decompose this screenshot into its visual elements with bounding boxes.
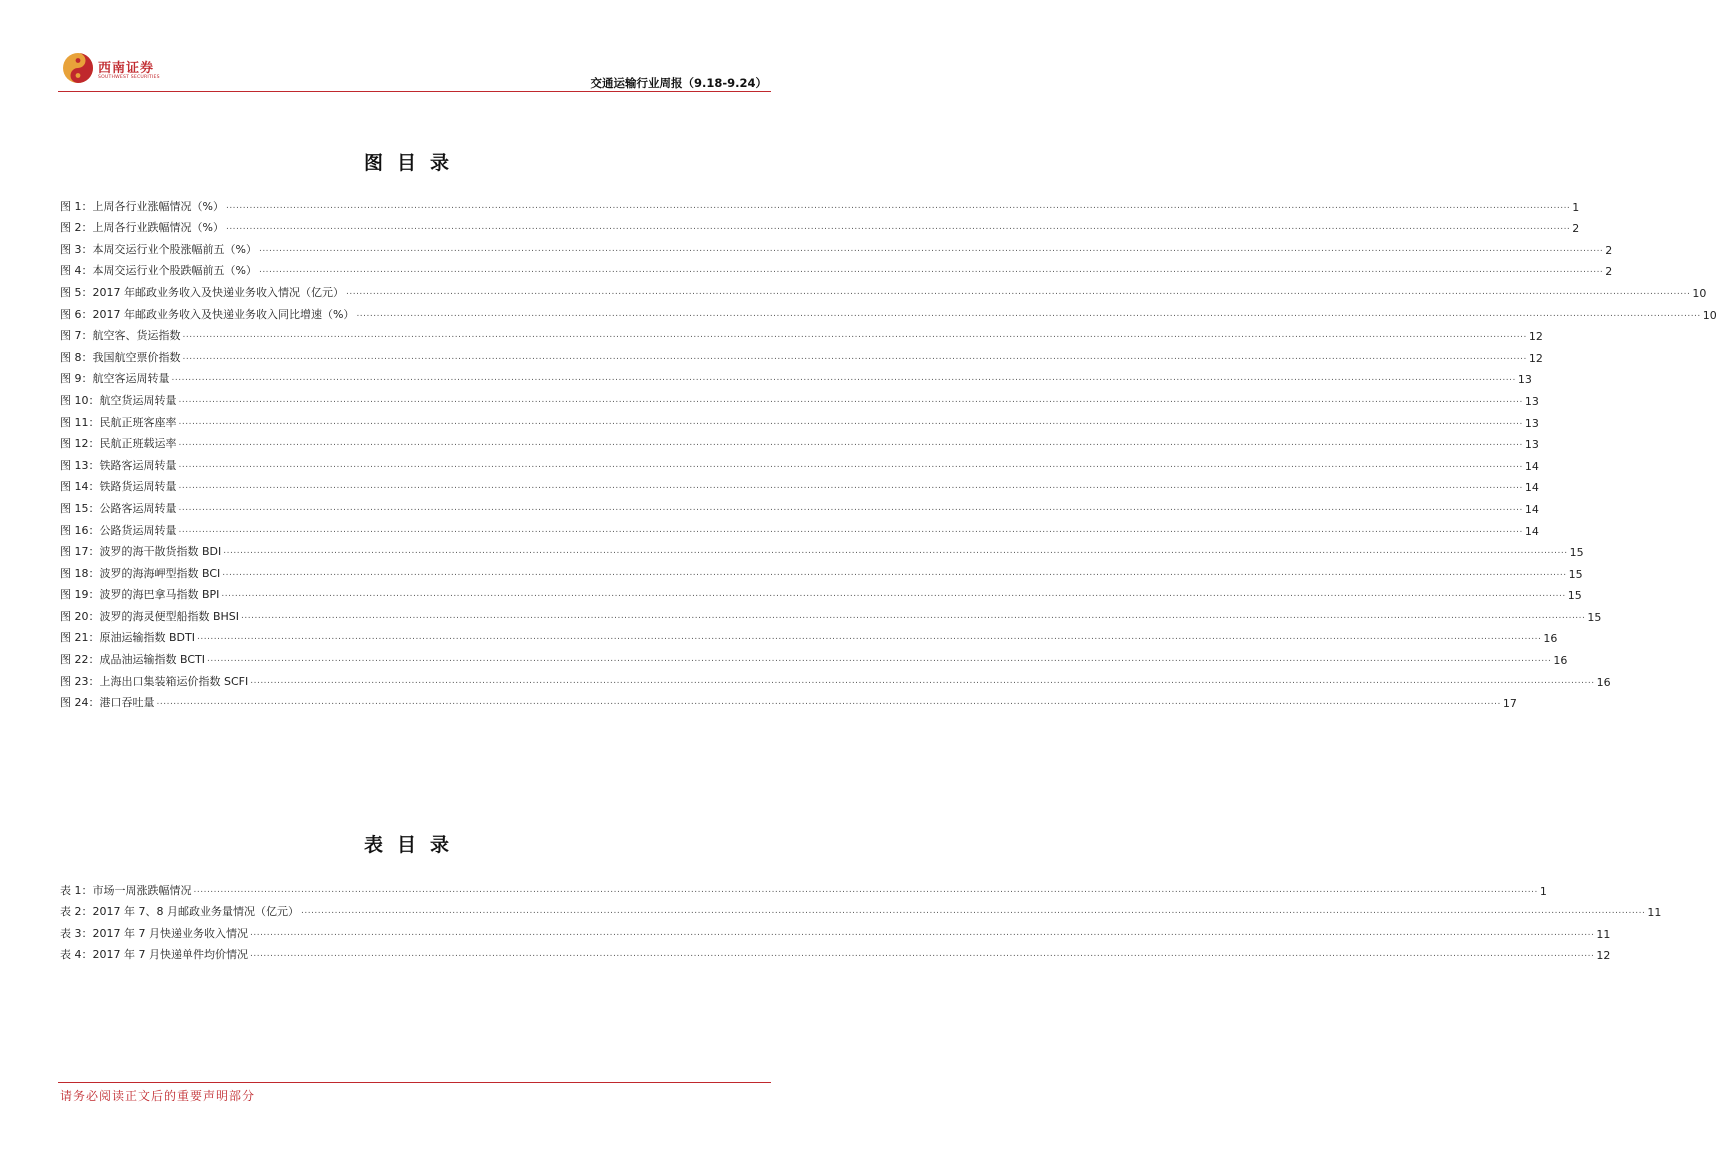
figure-toc-entry[interactable]: [60, 257, 1613, 279]
dot-leader: ................................................................................................................................................................................................................................................................................................................................................................................................................: [178, 394, 1523, 405]
figure-toc-entry[interactable]: [60, 430, 1539, 452]
figure-toc-entry-label[interactable]: 图 7：航空客、货运指数: [60, 329, 181, 343]
footer-disclaimer: 请务必阅读正文后的重要声明部分: [60, 1089, 256, 1103]
table-toc-entry[interactable]: [60, 876, 1547, 898]
dot-leader: ................................................................................................................................................................................................................................................................................................................................................................................................................: [196, 632, 1542, 643]
footer-divider: [58, 1082, 771, 1083]
table-toc-entry-label[interactable]: 表 3：2017 年 7 月快递业务收入情况: [60, 926, 248, 940]
dot-leader: ................................................................................................................................................................................................................................................................................................................................................................................................................: [258, 265, 1604, 276]
table-toc-entry-page[interactable]: 11: [1596, 927, 1611, 941]
figure-toc-entry[interactable]: [60, 494, 1539, 516]
figure-toc-entry-label[interactable]: 图 1：上周各行业涨幅情况（%）: [60, 199, 224, 213]
table-toc-entry-page[interactable]: 1: [1539, 884, 1547, 898]
report-title: 交通运输行业周报（9.18-9.24）: [590, 76, 767, 90]
figure-toc-entry-page[interactable]: 10: [1692, 286, 1707, 300]
figure-toc-entry-page[interactable]: 14: [1524, 502, 1539, 516]
table-toc-entry-page[interactable]: 11: [1647, 906, 1662, 920]
table-toc-entry-label[interactable]: 表 1：市场一周涨跌幅情况: [60, 883, 192, 897]
figure-toc-entry-label[interactable]: 图 22：成品油运输指数 BCTI: [60, 653, 205, 667]
figure-toc-entry-label[interactable]: 图 20：波罗的海灵便型船指数 BHSI: [60, 609, 240, 623]
table-toc-entry-page[interactable]: 12: [1596, 949, 1611, 963]
dot-leader: ................................................................................................................................................................................................................................................................................................................................................................................................................: [241, 610, 1586, 621]
dot-leader: ................................................................................................................................................................................................................................................................................................................................................................................................................: [258, 243, 1604, 254]
dot-leader: ................................................................................................................................................................................................................................................................................................................................................................................................................: [207, 654, 1552, 665]
figure-toc-entry-label[interactable]: 图 13：铁路客运周转量: [60, 458, 177, 472]
figure-toc-entry[interactable]: [60, 300, 1717, 322]
figure-toc-entry-label[interactable]: 图 23：上海出口集装箱运价指数 SCFI: [60, 674, 249, 688]
figure-toc-entry[interactable]: [60, 559, 1583, 581]
figure-toc-entry-label[interactable]: 图 19：波罗的海巴拿马指数 BPI: [60, 588, 220, 602]
dot-leader: ................................................................................................................................................................................................................................................................................................................................................................................................................: [178, 416, 1523, 427]
figure-toc-entry[interactable]: [60, 365, 1532, 387]
dot-leader: ................................................................................................................................................................................................................................................................................................................................................................................................................: [249, 927, 1595, 938]
table-toc-entry[interactable]: [60, 941, 1611, 963]
dot-leader: ................................................................................................................................................................................................................................................................................................................................................................................................................: [178, 481, 1523, 492]
figure-toc-entry-label[interactable]: 图 17：波罗的海干散货指数 BDI: [60, 545, 222, 559]
figure-toc-entry-page[interactable]: 13: [1524, 416, 1539, 430]
southwest-securities-logo-icon: [62, 52, 94, 84]
figure-toc-entry-page[interactable]: 16: [1543, 632, 1558, 646]
figure-toc-entry-page[interactable]: 13: [1517, 373, 1532, 387]
figure-toc-entry-label[interactable]: 图 11：民航正班客座率: [60, 415, 177, 429]
figure-toc-entry-page[interactable]: 15: [1587, 610, 1602, 624]
figure-toc-entry-page[interactable]: 12: [1528, 351, 1543, 365]
figure-toc-entry-page[interactable]: 14: [1524, 481, 1539, 495]
figure-toc-entry-label[interactable]: 图 4：本周交运行业个股跌幅前五（%）: [60, 264, 257, 278]
dot-leader: ................................................................................................................................................................................................................................................................................................................................................................................................................: [182, 351, 1527, 362]
figure-toc-entry[interactable]: [60, 624, 1558, 646]
table-toc-entry[interactable]: [60, 898, 1662, 920]
figure-toc-entry-page[interactable]: 15: [1568, 567, 1583, 581]
figure-toc-entry-page[interactable]: 14: [1524, 524, 1539, 538]
figure-toc-entry-label[interactable]: 图 21：原油运输指数 BDTI: [60, 631, 195, 645]
figure-toc-entry[interactable]: [60, 386, 1539, 408]
table-toc-entry-label[interactable]: 表 2：2017 年 7、8 月邮政业务量情况（亿元）: [60, 905, 299, 919]
dot-leader: ................................................................................................................................................................................................................................................................................................................................................................................................................: [225, 222, 1571, 233]
logo-company-subtitle: SOUTHWEST SECURITIES: [98, 75, 160, 80]
header-divider: [58, 91, 771, 92]
dot-leader: ................................................................................................................................................................................................................................................................................................................................................................................................................: [221, 589, 1566, 600]
tables-toc-list: [60, 876, 1662, 963]
figure-toc-entry-label[interactable]: 图 24：港口吞吐量: [60, 696, 155, 710]
dot-leader: ................................................................................................................................................................................................................................................................................................................................................................................................................: [171, 373, 1516, 384]
figure-toc-entry-label[interactable]: 图 5：2017 年邮政业务收入及快递业务收入情况（亿元）: [60, 285, 344, 299]
figure-toc-entry-page[interactable]: 14: [1524, 459, 1539, 473]
dot-leader: ................................................................................................................................................................................................................................................................................................................................................................................................................: [249, 949, 1595, 960]
tables-toc-title: 表目录: [363, 834, 463, 856]
dot-leader: ................................................................................................................................................................................................................................................................................................................................................................................................................: [222, 567, 1567, 578]
figure-toc-entry-label[interactable]: 图 15：公路客运周转量: [60, 501, 177, 515]
figure-toc-entry-label[interactable]: 图 14：铁路货运周转量: [60, 480, 177, 494]
figures-toc-list: [60, 192, 1717, 711]
figure-toc-entry[interactable]: [60, 667, 1611, 689]
figure-toc-entry[interactable]: [60, 451, 1539, 473]
figure-toc-entry-page[interactable]: 16: [1553, 654, 1568, 668]
figure-toc-entry-label[interactable]: 图 12：民航正班载运率: [60, 437, 177, 451]
dot-leader: ................................................................................................................................................................................................................................................................................................................................................................................................................: [345, 286, 1691, 297]
dot-leader: ................................................................................................................................................................................................................................................................................................................................................................................................................: [300, 906, 1646, 917]
figure-toc-entry-page[interactable]: 17: [1502, 697, 1517, 711]
figure-toc-entry[interactable]: [60, 473, 1539, 495]
figure-toc-entry[interactable]: [60, 214, 1580, 236]
table-toc-entry-label[interactable]: 表 4：2017 年 7 月快递单件均价情况: [60, 948, 248, 962]
dot-leader: ................................................................................................................................................................................................................................................................................................................................................................................................................: [356, 308, 1701, 319]
dot-leader: ................................................................................................................................................................................................................................................................................................................................................................................................................: [223, 546, 1568, 557]
dot-leader: ................................................................................................................................................................................................................................................................................................................................................................................................................: [178, 524, 1523, 535]
dot-leader: ................................................................................................................................................................................................................................................................................................................................................................................................................: [250, 675, 1595, 686]
figure-toc-entry-label[interactable]: 图 6：2017 年邮政业务收入及快递业务收入同比增速（%）: [60, 307, 355, 321]
dot-leader: ................................................................................................................................................................................................................................................................................................................................................................................................................: [178, 459, 1523, 470]
figure-toc-entry-page[interactable]: 2: [1605, 265, 1613, 279]
dot-leader: ................................................................................................................................................................................................................................................................................................................................................................................................................: [178, 502, 1523, 513]
dot-leader: ................................................................................................................................................................................................................................................................................................................................................................................................................: [182, 330, 1527, 341]
figure-toc-entry-label[interactable]: 图 16：公路货运周转量: [60, 523, 177, 537]
dot-leader: ................................................................................................................................................................................................................................................................................................................................................................................................................: [178, 438, 1523, 449]
company-logo: [62, 52, 177, 86]
figure-toc-entry-label[interactable]: 图 3：本周交运行业个股涨幅前五（%）: [60, 242, 257, 256]
figure-toc-entry[interactable]: [60, 343, 1543, 365]
page-header: [58, 46, 771, 96]
figure-toc-entry-page[interactable]: 12: [1528, 330, 1543, 344]
figure-toc-entry-page[interactable]: 13: [1524, 438, 1539, 452]
figure-toc-entry[interactable]: [60, 322, 1543, 344]
figure-toc-entry-page[interactable]: 2: [1572, 222, 1580, 236]
figure-toc-entry-label[interactable]: 图 2：上周各行业跌幅情况（%）: [60, 221, 224, 235]
figure-toc-entry-page[interactable]: 2: [1605, 243, 1613, 257]
figure-toc-entry-page[interactable]: 15: [1567, 589, 1582, 603]
figure-toc-entry[interactable]: [60, 581, 1582, 603]
dot-leader: ................................................................................................................................................................................................................................................................................................................................................................................................................: [225, 200, 1571, 211]
figure-toc-entry-page[interactable]: 15: [1569, 546, 1584, 560]
figure-toc-entry-label[interactable]: 图 9：航空客运周转量: [60, 372, 170, 386]
figure-toc-entry-label[interactable]: 图 18：波罗的海海岬型指数 BCI: [60, 566, 221, 580]
figure-toc-entry-page[interactable]: 10: [1702, 308, 1717, 322]
figure-toc-entry[interactable]: [60, 645, 1568, 668]
figure-toc-entry-page[interactable]: 16: [1596, 675, 1611, 689]
figure-toc-entry[interactable]: [60, 408, 1539, 430]
figure-toc-entry-page[interactable]: 1: [1572, 200, 1580, 214]
figure-toc-entry[interactable]: [60, 192, 1580, 214]
figure-toc-entry[interactable]: [60, 689, 1517, 711]
table-toc-entry[interactable]: [60, 919, 1611, 941]
figure-toc-entry[interactable]: [60, 538, 1584, 560]
figure-toc-entry-label[interactable]: 图 8：我国航空票价指数: [60, 350, 181, 364]
dot-leader: ................................................................................................................................................................................................................................................................................................................................................................................................................: [193, 884, 1538, 895]
figure-toc-entry[interactable]: [60, 602, 1602, 624]
figure-toc-entry-label[interactable]: 图 10：航空货运周转量: [60, 393, 177, 407]
logo-company-name: 西南证券: [98, 61, 155, 76]
figure-toc-entry[interactable]: [60, 235, 1613, 257]
figures-toc-title: 图目录: [363, 152, 463, 174]
figure-toc-entry-page[interactable]: 13: [1524, 394, 1539, 408]
figure-toc-entry[interactable]: [60, 278, 1707, 300]
figure-toc-entry[interactable]: [60, 516, 1539, 538]
dot-leader: ................................................................................................................................................................................................................................................................................................................................................................................................................: [156, 697, 1501, 708]
